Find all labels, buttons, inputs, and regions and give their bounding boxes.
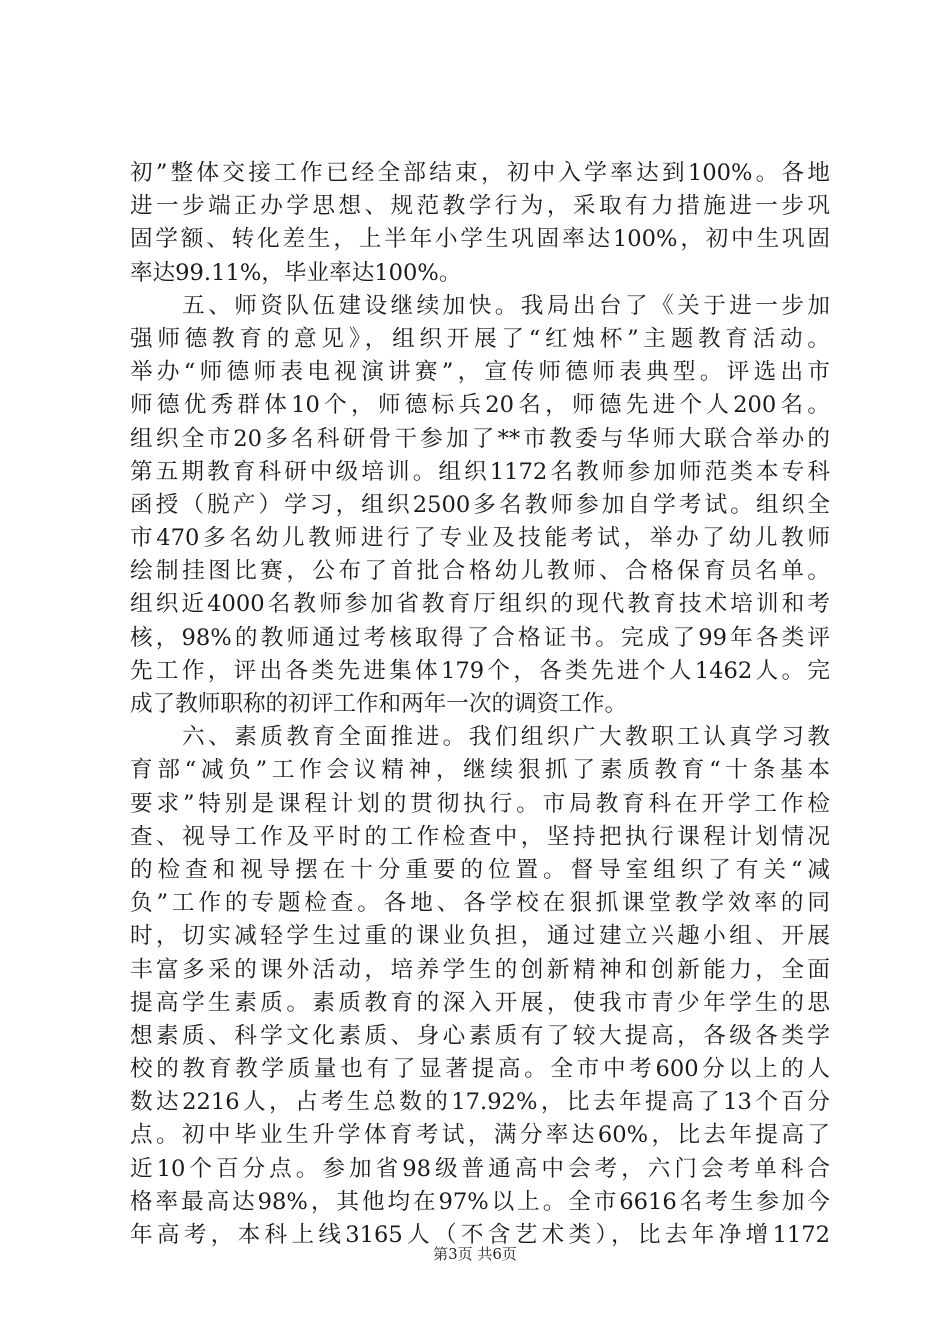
text-line: 函授（脱产）学习，组织2500多名教师参加自学考试。组织全	[130, 491, 830, 518]
text-line: 负”工作的专题检查。各地、各学校在狠抓课堂教学效率的同	[130, 890, 830, 917]
text-line: 时，切实减轻学生过重的课业负担，通过建立兴趣小组、开展	[130, 923, 830, 950]
text-line: 初”整体交接工作已经全部结束，初中入学率达到100%。各地	[130, 160, 830, 186]
text-line: 先工作，评出各类先进集体179个，各类先进个人1462人。完	[130, 657, 830, 684]
text-line: 率达99.11%，毕业率达100%。	[130, 259, 462, 286]
text-line: 丰富多采的课外活动，培养学生的创新精神和创新能力，全面	[130, 956, 830, 983]
text-line: 校的教育教学质量也有了显著提高。全市中考600分以上的人	[130, 1056, 830, 1083]
text-line: 近10个百分点。参加省98级普通高中会考，六门会考单科合	[130, 1155, 830, 1182]
document-body	[130, 157, 830, 1252]
text-line: 想素质、科学文化素质、身心素质有了较大提高，各级各类学	[130, 1022, 830, 1049]
text-line: 数达2216人，占考生总数的17.92%，比去年提高了13个百分	[130, 1089, 830, 1116]
text-line: 第五期教育科研中级培训。组织1172名教师参加师范类本专科	[130, 458, 830, 485]
text-line: 提高学生素质。素质教育的深入开展，使我市青少年学生的思	[130, 989, 830, 1016]
text-line: 组织近4000名教师参加省教育厅组织的现代教育技术培训和考	[130, 591, 830, 618]
text-line: 绘制挂图比赛，公布了首批合格幼儿教师、合格保育员名单。	[130, 558, 830, 585]
text-line: 成了教师职称的初评工作和两年一次的调资工作。	[130, 691, 628, 717]
text-line: 核，98%的教师通过考核取得了合格证书。完成了99年各类评	[130, 624, 830, 651]
text-line: 固学额、转化差生，上半年小学生巩固率达100%，初中生巩固	[130, 226, 830, 253]
text-line: 市470多名幼儿教师进行了专业及技能考试，举办了幼儿教师	[130, 525, 830, 552]
page-number-footer: 第3页 共6页	[433, 1245, 517, 1263]
text-line: 组织全市20多名科研骨干参加了**市教委与华师大联合举办的	[130, 425, 830, 452]
text-line: 六、素质教育全面推进。我们组织广大教职工认真学习教	[130, 724, 830, 751]
text-line: 五、师资队伍建设继续加快。我局出台了《关于进一步加	[130, 292, 830, 319]
text-line: 点。初中毕业生升学体育考试，满分率达60%，比去年提高了	[130, 1122, 830, 1149]
text-line: 年高考，本科上线3165人（不含艺术类），比去年净增1172	[130, 1222, 830, 1248]
text-line: 的检查和视导摆在十分重要的位置。督导室组织了有关“减	[130, 856, 830, 883]
text-line: 格率最高达98%，其他均在97%以上。全市6616名考生参加今	[130, 1188, 830, 1215]
text-line: 强师德教育的意见》，组织开展了“红烛杯”主题教育活动。	[130, 325, 830, 352]
text-line: 查、视导工作及平时的工作检查中，坚持把执行课程计划情况	[130, 823, 830, 850]
text-line: 要求”特别是课程计划的贯彻执行。市局教育科在开学工作检	[130, 790, 830, 817]
text-line: 师德优秀群体10个，师德标兵20名，师德先进个人200名。	[130, 392, 830, 419]
text-line: 进一步端正办学思想、规范教学行为，采取有力措施进一步巩	[130, 193, 830, 220]
text-line: 举办“师德师表电视演讲赛”，宣传师德师表典型。评选出市	[130, 359, 830, 386]
text-line: 育部“减负”工作会议精神，继续狠抓了素质教育“十条基本	[130, 757, 830, 784]
